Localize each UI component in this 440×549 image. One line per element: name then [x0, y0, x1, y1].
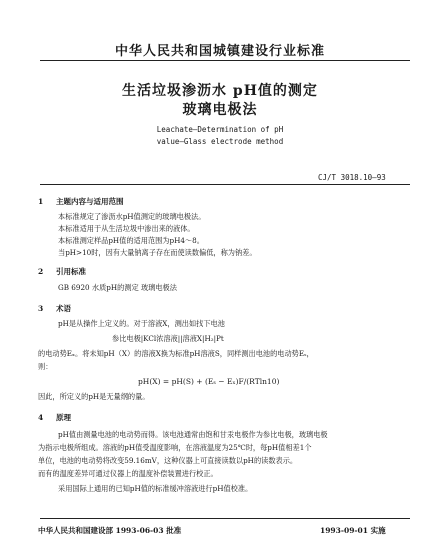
section-3-line: 的电动势Eₓ。将未知pH（X）的溶液X换为标准pH溶液S，同样测出电池的电动势Eₛ， [38, 349, 314, 358]
section-number: 4 [38, 413, 44, 422]
section-3-line: pH是从操作上定义的。对于溶液X，测出如找下电池 [58, 319, 225, 328]
section-4-line: 而有的温度差异可通过仪器上的温度补偿装置进行校正。 [38, 469, 218, 478]
section-4-line: 单位，电池的电动势将改变59.16mV，这种仪器上可直接读数以pH的读数表示。 [38, 456, 298, 465]
section-3-line: 因此，所定义的pH是无量纲的量。 [38, 392, 150, 401]
section-4-line: 为指示电极所组成。溶液的pH值受温度影响，在溶液温度为25℃时，每pH值相差1个 [38, 443, 312, 452]
standard-category-header: 中华人民共和国城镇建设行业标准 [114, 44, 325, 59]
section-1-line: 本标准规定了渗沥水pH值测定的玻璃电极法。 [58, 212, 206, 221]
section-3-heading [38, 303, 71, 314]
english-title-line1: Leachate—Determination of pH [156, 125, 284, 134]
english-title-line2: value—Glass electrode method [156, 137, 284, 146]
section-title: 原理 [56, 413, 71, 422]
section-number: 3 [38, 304, 44, 313]
section-1-heading [38, 196, 124, 207]
section-title: 引用标准 [56, 267, 86, 276]
section-title: 主题内容与适用范围 [56, 197, 124, 206]
section-4-line: 采用国际上通用的已知pH值的标准缓冲溶液进行pH值校准。 [58, 484, 253, 493]
section-2-heading [38, 266, 86, 277]
section-3-line: 则： [38, 362, 53, 371]
section-1-line: 本标准测定样品pH值的适用范围为pH4～8。 [58, 236, 204, 245]
section-4-heading [38, 412, 71, 423]
section-1-line: 本标准适用于从生活垃圾中渗出来的液体。 [58, 224, 195, 233]
reference-standard: GB 6920 水质pH的测定 玻璃电极法 [58, 283, 177, 292]
document-title-line1: 生活垃圾渗沥水 pH值的测定 [122, 83, 318, 99]
footer-rule [40, 518, 410, 519]
title-rule [40, 184, 410, 185]
implementation-date: 1993-09-01 实施 [320, 526, 386, 535]
approval-note: 中华人民共和国建设部 1993-06-03 批准 [38, 526, 182, 535]
header-rule [40, 60, 410, 61]
section-number: 2 [38, 267, 44, 276]
section-number: 1 [38, 197, 44, 206]
electrochemical-cell-notation: 参比电极|KCl浓溶液||溶液X|H₂|Pt [112, 334, 224, 343]
section-1-line: 当pH>10时，因有大量钠离子存在而使读数偏低，称为钠差。 [58, 248, 257, 257]
section-title: 术语 [56, 304, 71, 313]
section-4-line: pH值由测量电池的电动势而得。该电池通常由饱和甘汞电极作为参比电极，玻璃电极 [58, 430, 328, 439]
ph-formula: pH(X) = pH(S) + (Eₛ − Eₓ)F/(RTln10) [138, 377, 280, 386]
document-title-line2: 玻璃电极法 [182, 102, 258, 118]
standard-code: CJ/T 3018.10—93 [318, 173, 386, 182]
